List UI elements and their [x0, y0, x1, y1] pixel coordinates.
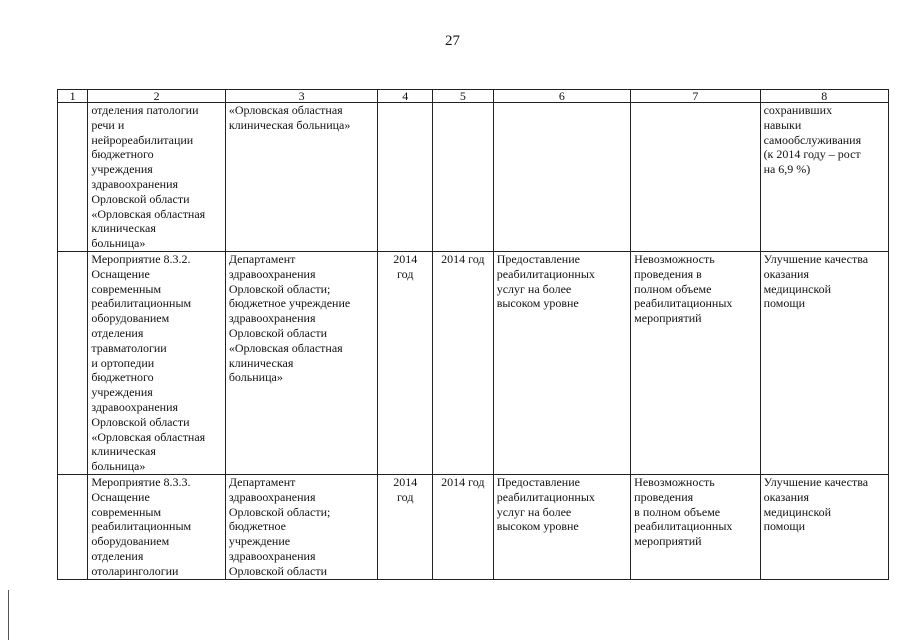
cell-consequence — [631, 103, 760, 252]
cell-measure: Мероприятие 8.3.3. Оснащение современным реабилитационным оборудованием отделения отоларингологии — [88, 475, 225, 580]
cell-start: 2014 год — [378, 475, 433, 580]
header-row — [58, 90, 889, 103]
cell-end — [433, 103, 494, 252]
cell-indicator: сохранивших навыки самообслуживания (к 2014 году – рост на 6,9 %) — [760, 103, 888, 252]
header-col-8: 8 — [760, 90, 888, 103]
cell-result: Предоставление реабилитационных услуг на более высоком уровне — [493, 475, 630, 580]
scan-edge-line — [8, 590, 9, 640]
cell-executor: Департамент здравоохранения Орловской области; бюджетное учреждение здравоохранения Орловской области «Орловская областная клиническая больница» — [225, 252, 378, 475]
header-col-1: 1 — [58, 90, 88, 103]
cell-measure: отделения патологии речи и нейрореабилитации бюджетного учреждения здравоохранения Орловской области «Орловская областная клиническая больница» — [88, 103, 225, 252]
cell-number — [58, 103, 88, 252]
cell-measure: Мероприятие 8.3.2. Оснащение современным реабилитационным оборудованием отделения травматологии и ортопедии бюджетного учреждения здравоохранения Орловской области «Орловская областная клиническая больница» — [88, 252, 225, 475]
cell-end: 2014 год — [433, 475, 494, 580]
cell-executor: Департамент здравоохранения Орловской области; бюджетное учреждение здравоохранения Орловской области — [225, 475, 378, 580]
cell-indicator: Улучшение качества оказания медицинской помощи — [760, 475, 888, 580]
table-row — [58, 252, 889, 475]
header-col-3: 3 — [225, 90, 378, 103]
cell-consequence: Невозможность проведения в полном объеме реабилитационных мероприятий — [631, 252, 760, 475]
header-col-4: 4 — [378, 90, 433, 103]
cell-end: 2014 год — [433, 252, 494, 475]
page-number: 27 — [445, 33, 460, 49]
cell-number — [58, 475, 88, 580]
cell-number — [58, 252, 88, 475]
header-col-2: 2 — [88, 90, 225, 103]
header-col-7: 7 — [631, 90, 760, 103]
cell-result: Предоставление реабилитационных услуг на более высоком уровне — [493, 252, 630, 475]
cell-consequence: Невозможность проведения в полном объеме реабилитационных мероприятий — [631, 475, 760, 580]
cell-start — [378, 103, 433, 252]
table-row — [58, 103, 889, 252]
cell-start: 2014 год — [378, 252, 433, 475]
table-row — [58, 475, 889, 580]
header-col-5: 5 — [433, 90, 494, 103]
cell-indicator: Улучшение качества оказания медицинской помощи — [760, 252, 888, 475]
measures-table — [57, 89, 889, 580]
cell-executor: «Орловская областная клиническая больница» — [225, 103, 378, 252]
header-col-6: 6 — [493, 90, 630, 103]
cell-result — [493, 103, 630, 252]
